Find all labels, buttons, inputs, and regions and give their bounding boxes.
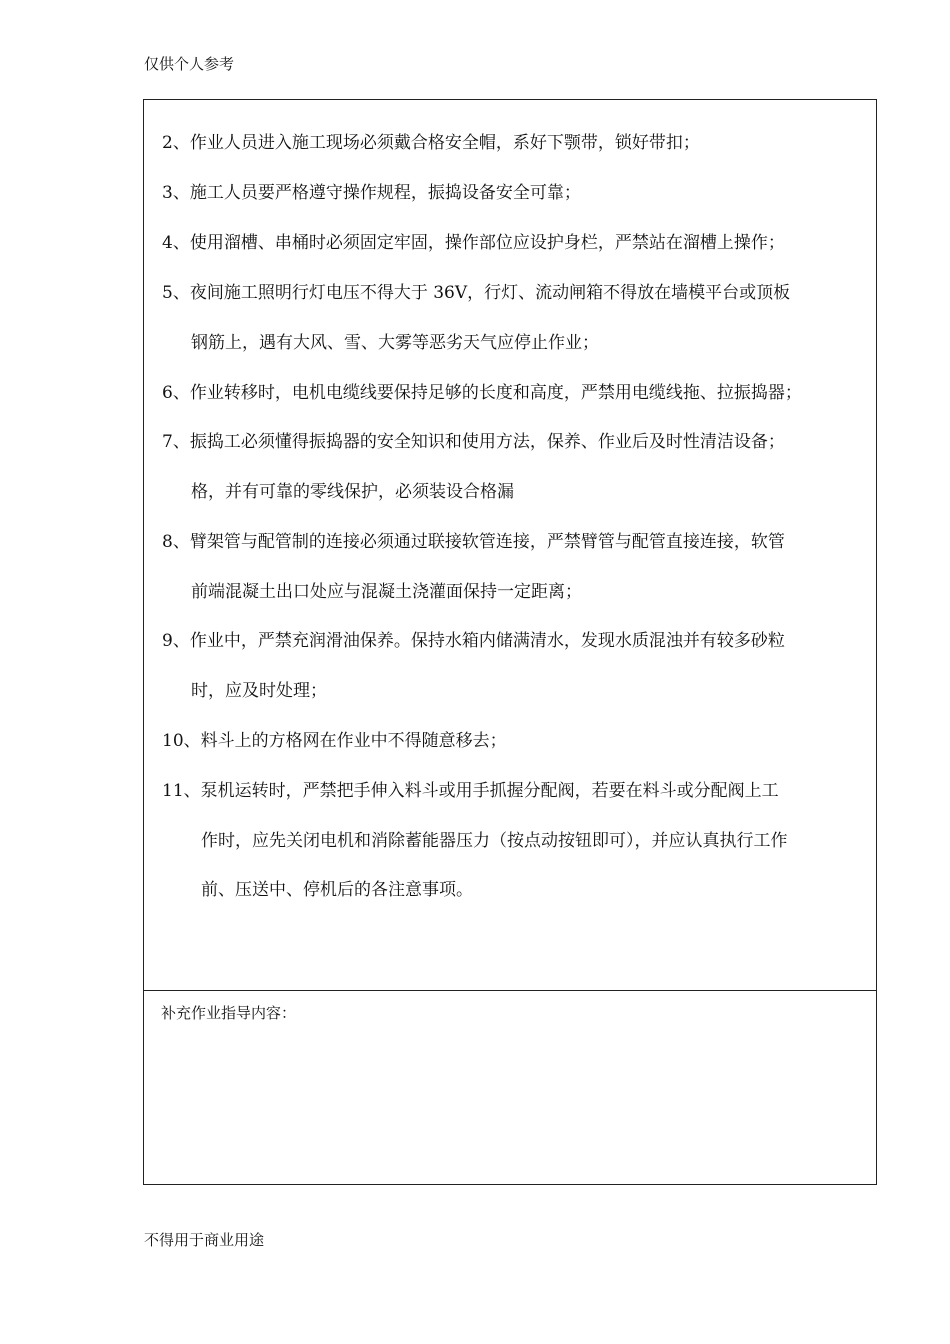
instruction-line-7-cont: 格，并有可靠的零线保护，必须装设合格漏 xyxy=(191,482,514,502)
instruction-line-11: 11、泵机运转时，严禁把手伸入料斗或用手抓握分配阀，若要在料斗或分配阀上工 xyxy=(162,781,779,801)
instruction-line-2: 2、作业人员进入施工现场必须戴合格安全帽，系好下颚带，锁好带扣； xyxy=(162,133,700,153)
supplement-cell xyxy=(144,991,876,1185)
instruction-line-8: 8、臂架管与配管制的连接必须通过联接软管连接，严禁臂管与配管直接连接，软管 xyxy=(162,532,785,552)
instruction-table xyxy=(143,99,877,1185)
safety-instructions-cell xyxy=(144,100,876,991)
instruction-line-8-cont: 前端混凝土出口处应与混凝土浇灌面保持一定距离； xyxy=(191,582,582,602)
instruction-line-6: 6、作业转移时，电机电缆线要保持足够的长度和高度，严禁用电缆线拖、拉振捣器； xyxy=(162,383,802,403)
instruction-line-9-cont: 时，应及时处理； xyxy=(191,681,327,701)
instruction-line-10: 10、料斗上的方格网在作业中不得随意移去； xyxy=(162,731,507,751)
instruction-line-5-cont: 钢筋上，遇有大风、雪、大雾等恶劣天气应停止作业； xyxy=(191,333,599,353)
instruction-line-3: 3、施工人员要严格遵守操作规程，振捣设备安全可靠； xyxy=(162,183,581,203)
instruction-line-11-cont-2: 前、压送中、停机后的各注意事项。 xyxy=(201,880,473,900)
header-note: 仅供个人参考 xyxy=(144,55,235,73)
footer-note: 不得用于商业用途 xyxy=(144,1231,265,1249)
supplement-label: 补充作业指导内容： xyxy=(161,1004,297,1022)
instruction-line-11-cont-1: 作时，应先关闭电机和消除蓄能器压力（按点动按钮即可），并应认真执行工作 xyxy=(201,831,788,851)
instruction-line-4: 4、使用溜槽、串桶时必须固定牢固，操作部位应设护身栏，严禁站在溜槽上操作； xyxy=(162,233,785,253)
instruction-line-9: 9、作业中，严禁充润滑油保养。保持水箱内储满清水，发现水质混浊并有较多砂粒 xyxy=(162,631,785,651)
instruction-line-5: 5、夜间施工照明行灯电压不得大于 36V，行灯、流动闸箱不得放在墙模平台或顶板 xyxy=(162,283,791,303)
instruction-line-7: 7、振捣工必须懂得振捣器的安全知识和使用方法，保养、作业后及时性清洁设备； xyxy=(162,432,785,452)
